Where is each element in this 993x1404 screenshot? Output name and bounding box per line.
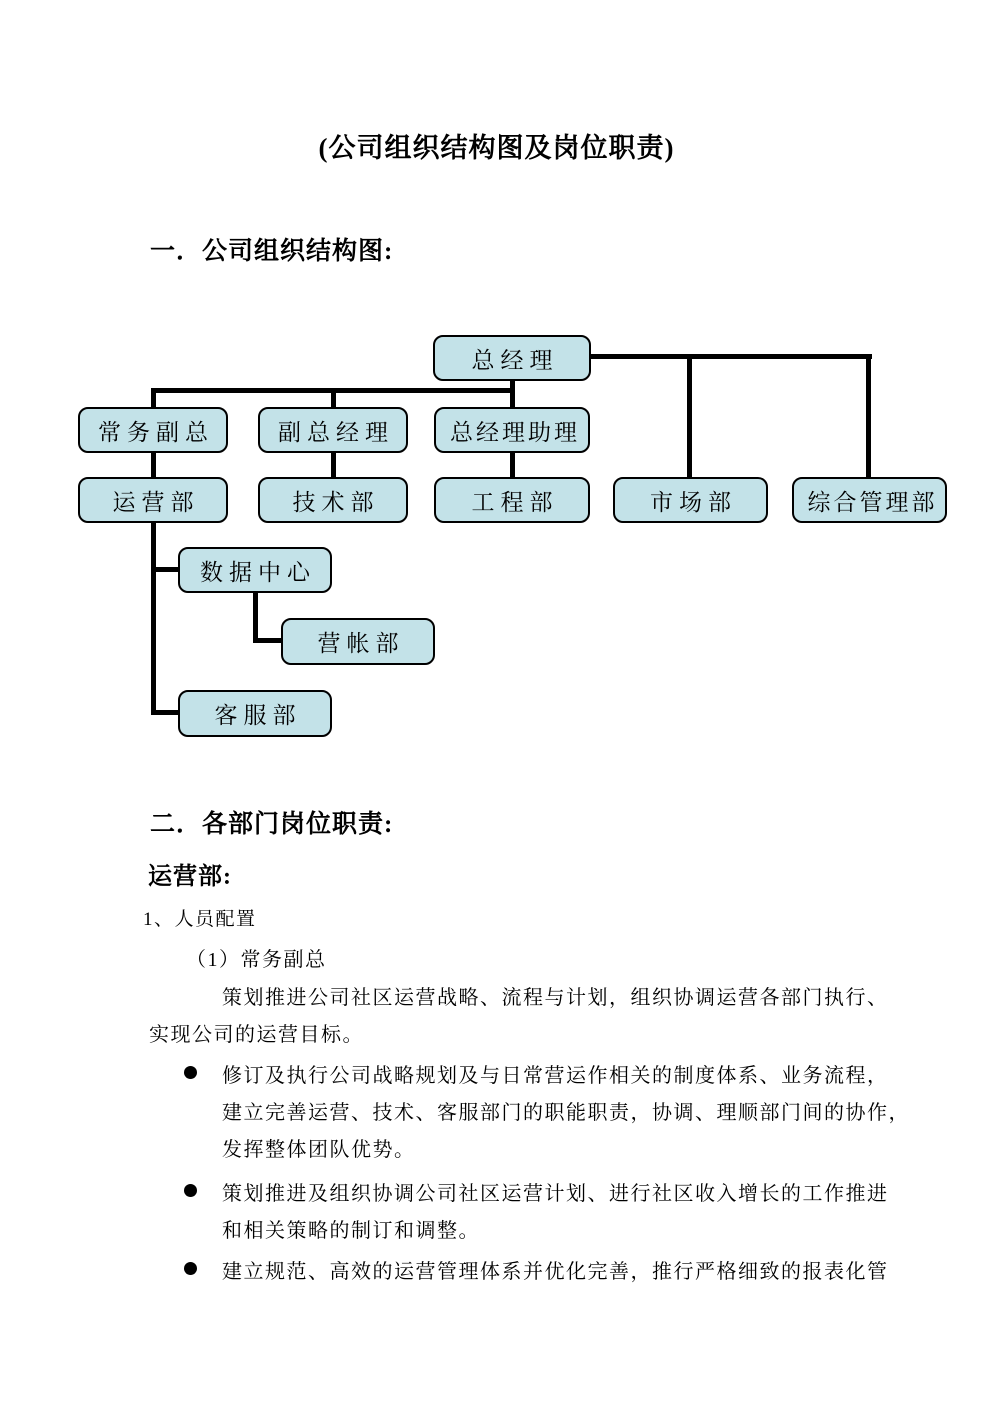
bullet-icon [184, 1262, 197, 1275]
connector-line [591, 354, 872, 359]
connector-line [151, 710, 181, 715]
org-node-deputy-gm: 副总经理 [258, 407, 408, 453]
role-heading: （1）常务副总 [186, 949, 327, 971]
bullet-line: 发挥整体团队优势。 [222, 1139, 416, 1161]
bullet-line: 建立完善运营、技术、客服部门的职能职责，协调、理顺部门间的协作， [222, 1102, 910, 1124]
connector-line [331, 453, 336, 477]
org-node-customer-service-dept: 客服部 [178, 690, 332, 737]
org-node-billing-dept: 营帐部 [281, 618, 435, 665]
connector-line [151, 388, 156, 409]
connector-line [510, 453, 515, 477]
org-node-general-admin-dept: 综合管理部 [792, 477, 947, 523]
connector-line [253, 593, 258, 643]
bullet-line: 修订及执行公司战略规划及与日常营运作相关的制度体系、业务流程， [222, 1065, 889, 1087]
org-node-gm-assistant: 总经理助理 [434, 407, 590, 453]
document-title: (公司组织结构图及岗位职责) [318, 133, 675, 163]
section2-heading: 二．各部门岗位职责: [150, 811, 394, 838]
org-node-executive-deputy-gm: 常务副总 [78, 407, 228, 453]
bullet-line: 建立规范、高效的运营管理体系并优化完善，推行严格细致的报表化管 [222, 1261, 889, 1283]
staffing-heading: 1、人员配置 [143, 909, 257, 930]
org-node-general-manager: 总经理 [433, 335, 591, 381]
bullet-line: 和相关策略的制订和调整。 [222, 1220, 480, 1242]
bullet-icon [184, 1066, 197, 1079]
connector-line [687, 354, 692, 477]
connector-line [151, 567, 181, 572]
department-heading: 运营部: [148, 864, 232, 890]
intro-line: 策划推进公司社区运营战略、流程与计划，组织协调运营各部门执行、 [222, 987, 889, 1009]
connector-line [151, 523, 156, 714]
bullet-icon [184, 1184, 197, 1197]
org-node-engineering-dept: 工程部 [434, 477, 590, 523]
connector-line [510, 381, 515, 409]
connector-line [253, 638, 284, 643]
org-node-technology-dept: 技术部 [258, 477, 408, 523]
org-node-data-center: 数据中心 [178, 547, 332, 593]
org-node-operations-dept: 运营部 [78, 477, 228, 523]
connector-line [866, 354, 871, 477]
connector-line [331, 388, 336, 409]
connector-line [151, 453, 156, 477]
bullet-line: 策划推进及组织协调公司社区运营计划、进行社区收入增长的工作推进 [222, 1183, 889, 1205]
section1-heading: 一．公司组织结构图: [150, 238, 394, 265]
intro-line: 实现公司的运营目标。 [149, 1024, 364, 1046]
org-node-marketing-dept: 市场部 [613, 477, 768, 523]
